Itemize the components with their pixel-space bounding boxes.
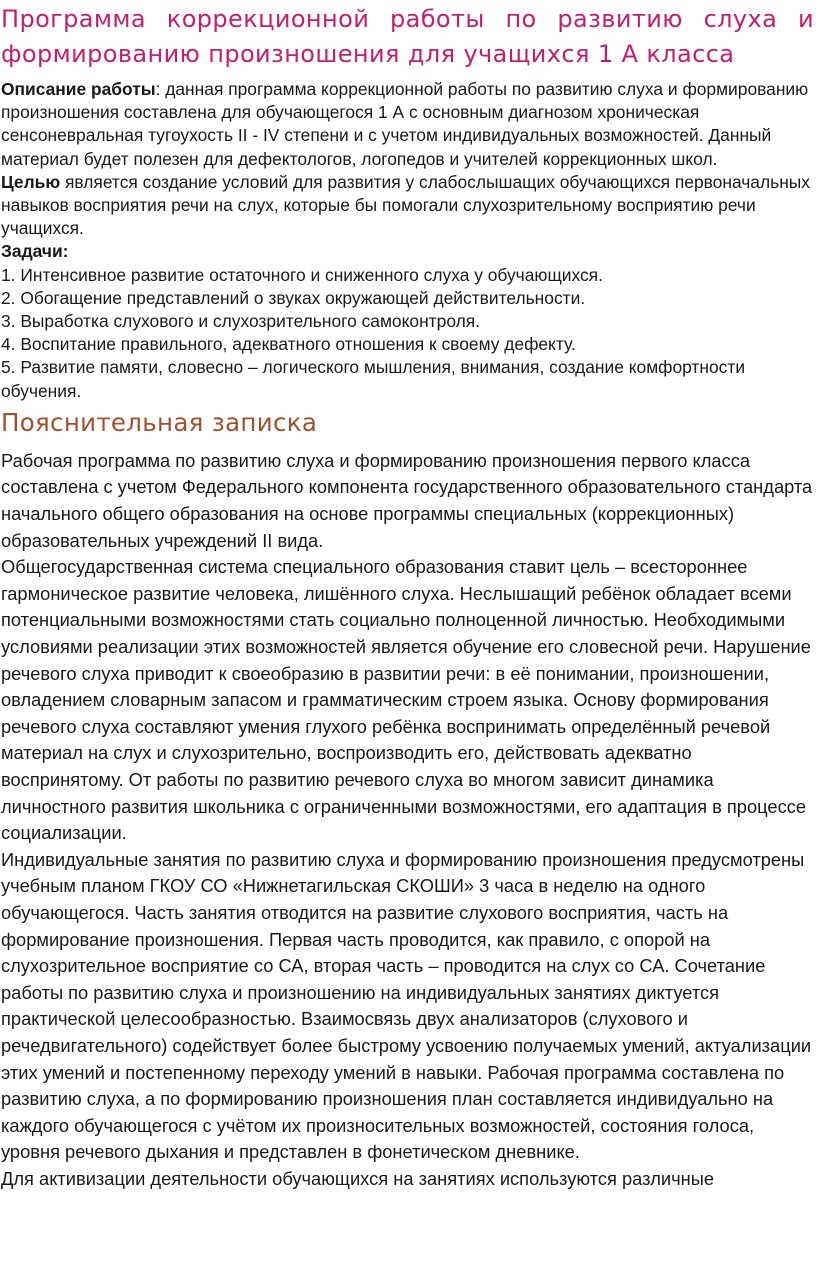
task-item: 3. Выработка слухового и слухозрительного самоконтроля. <box>1 311 481 332</box>
intro-block <box>1 78 814 403</box>
body-paragraph: Общегосударственная система специального образования ставит цель – всестороннее гармоническое развитие человека, лишённого слуха. Неслышащий ребёнок обладает всеми потенциальными возможностями стать социально полноценной личностью. Необходимыми условиями реализации этих возможностей является обучение его словесной речи. Нарушение речевого слуха приводит к своеобразию в развитии речи: в её понимании, произношении, овладением словарным запасом и грамматическим строем языка. Основу формирования речевого слуха составляют умения глухого ребёнка воспринимать определённый речевой материал на слух и слухозрительно, воспроизводить его, действовать адекватно воспринятому. От работы по развитию речевого слуха во многом зависит динамика личностного развития школьника с ограниченными возможностями, его адаптация в процессе социализации. <box>1 556 811 844</box>
goal-label: Целью <box>1 171 61 192</box>
description-text: : данная программа коррекционной работы по развитию слуха и формированию произношения составлена для обучающегося 1 А с основным диагнозом хроническая сенсоневральная тугоухость II - IV степени и с учетом индивидуальных возможностей. Данный материал будет полезен для дефектологов, логопедов и учителей коррекционных школ. <box>1 79 809 169</box>
task-item: 4. Воспитание правильного, адекватного отношения к своему дефекту. <box>1 334 576 355</box>
body-paragraph: Для активизации деятельности обучающихся на занятиях используются различные <box>1 1167 715 1189</box>
document-title: Программа коррекционной работы по развитию слуха и формированию произношения для учащихся 1 А класса <box>1 5 814 68</box>
body-paragraph: Рабочая программа по развитию слуха и формированию произношения первого класса составлена с учетом Федерального компонента государственного образовательного стандарта начального общего образования на основе программы специальных (коррекционных) образовательных учреждений II вида. <box>1 449 813 551</box>
tasks-label: Задачи: <box>1 241 69 262</box>
body-paragraph: Индивидуальные занятия по развитию слуха и формированию произношения предусмотрены учебным планом ГКОУ СО «Нижнетагильская СКОШИ» 3 часа в неделю на одного обучающегося. Часть занятия отводится на развитие слухового восприятия, часть на формирование произношения. Первая часть проводится, как правило, с опорой на слухозрительное восприятие со СА, вторая часть – проводится на слух со СА. Сочетание работы по развитию слуха и произношению на индивидуальных занятиях диктуется практической целесообразностью. Взаимосвязь двух анализаторов (слухового и речедвигательного) содействует более быстрому усвоению получаемых умений, актуализации этих умений и постепенному переходу умений в навыки. Рабочая программа составлена по развитию слуха, а по формированию произношения план составляется индивидуально на каждого обучающегося с учётом их произносительных возможностей, состояния голоса, уровня речевого дыхания и представлен в фонетическом дневнике. <box>1 848 812 1163</box>
description-label: Описание работы <box>1 79 156 99</box>
task-item: 5. Развитие памяти, словесно – логического мышления, внимания, создание комфортности обучения. <box>1 357 746 401</box>
body-text <box>1 448 814 1193</box>
goal-paragraph <box>1 171 814 241</box>
section-heading: Пояснительная записка <box>1 407 318 437</box>
task-item: 1. Интенсивное развитие остаточного и сниженного слуха у обучающихся. <box>1 264 603 285</box>
goal-text: является создание условий для развития у слабослышащих обучающихся первоначальных навыков восприятия речи на слух, которые бы помогали слухозрительному восприятию речи учащихся. <box>1 171 810 239</box>
task-item: 2. Обогащение представлений о звуках окружающей действительности. <box>1 287 586 308</box>
description-paragraph <box>1 78 814 171</box>
